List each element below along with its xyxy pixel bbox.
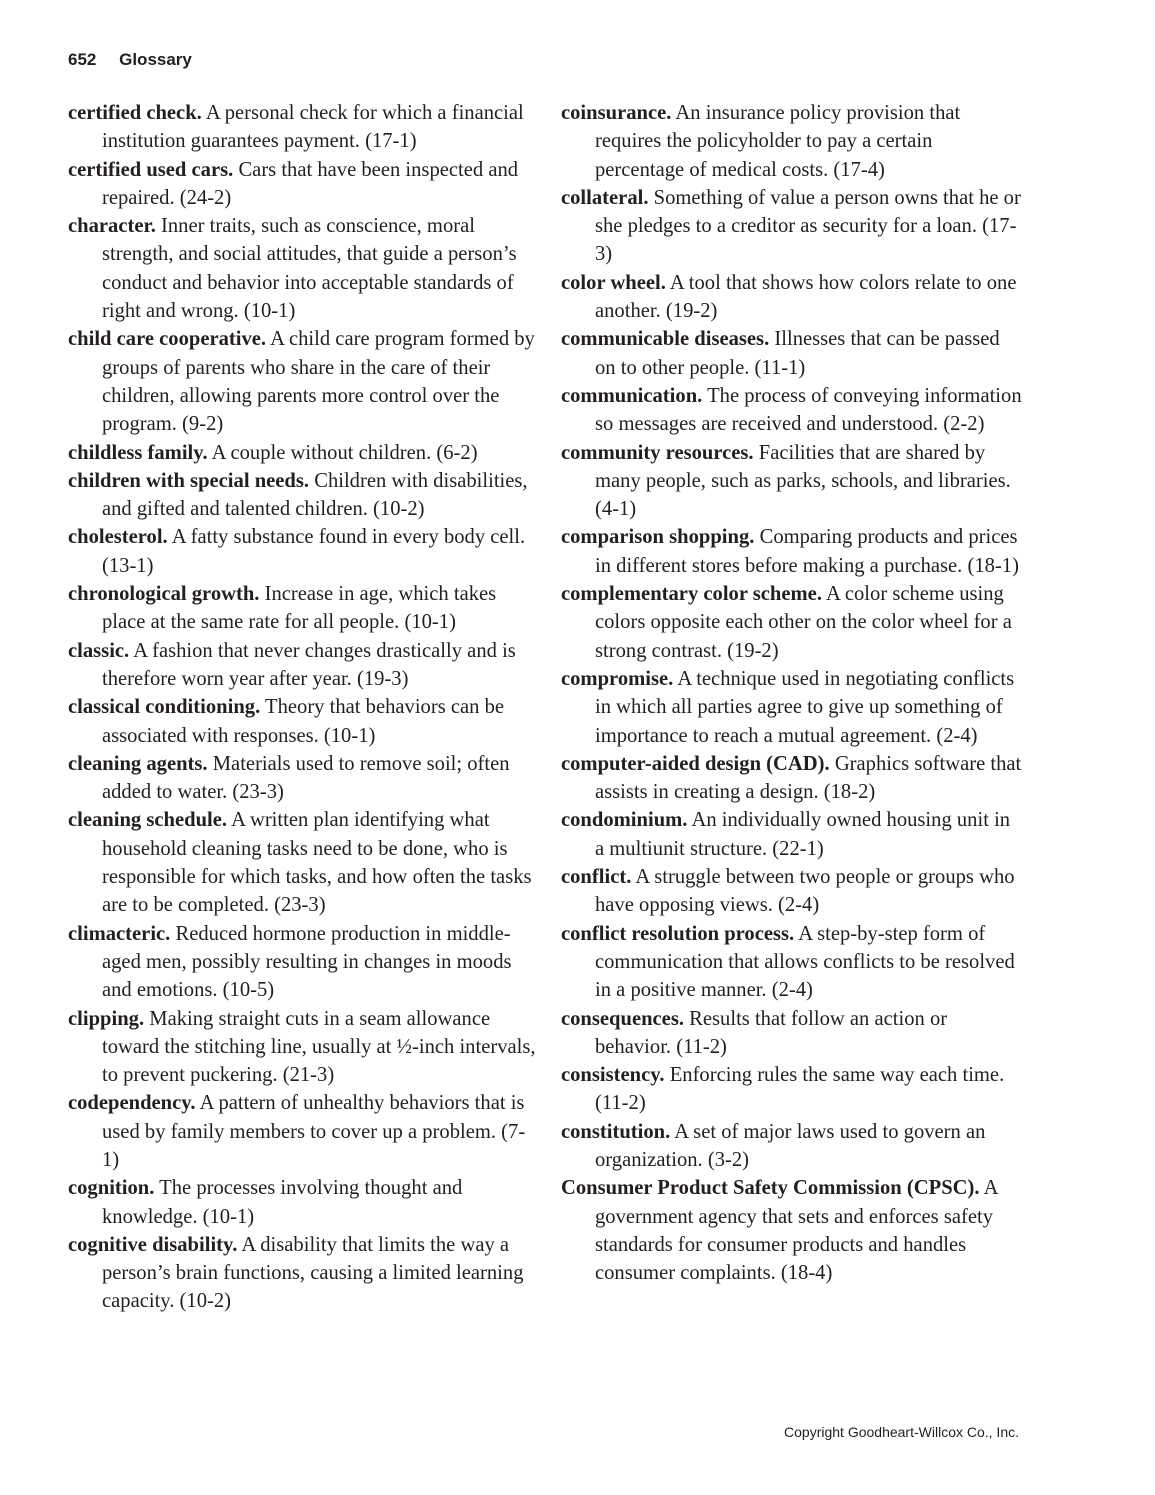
glossary-term: consequences.	[561, 1007, 684, 1030]
glossary-definition: A written plan identifying what household cleaning tasks need to be done, who is responsible for which tasks, and how often the tasks are to be completed. (23-3)	[102, 809, 532, 917]
glossary-definition: An individually owned housing unit in a multiunit structure. (22-1)	[595, 809, 1011, 860]
glossary-entry	[561, 184, 1023, 269]
glossary-entry	[561, 806, 1023, 863]
glossary-term: certified check.	[68, 102, 202, 124]
glossary-definition: Materials used to remove soil; often added to water. (23-3)	[102, 752, 510, 804]
glossary-entry	[68, 212, 536, 325]
glossary-entry	[561, 1061, 1023, 1118]
glossary-definition: A child care program formed by groups of parents who share in the care of their children, allowing parents more control over the program. (9-2)	[102, 328, 535, 436]
glossary-term: climacteric.	[68, 922, 171, 945]
glossary-definition: Inner traits, such as conscience, moral strength, and social attitudes, that guide a person’s conduct and behavior into acceptable standards of right and wrong. (10-1)	[102, 215, 517, 323]
glossary-term: cleaning agents.	[68, 752, 208, 775]
glossary-entry	[561, 665, 1023, 750]
glossary-entry	[561, 750, 1023, 807]
glossary-term: conflict.	[561, 866, 632, 889]
glossary-definition: Comparing products and prices in different stores before making a purchase. (18-1)	[595, 526, 1019, 577]
glossary-entry	[68, 693, 536, 750]
glossary-definition: The process of conveying information so messages are received and understood. (2-2)	[595, 384, 1022, 436]
glossary-definition: Illnesses that can be passed on to other people. (11-1)	[595, 328, 1000, 379]
glossary-definition: A pattern of unhealthy behaviors that is used by family members to cover up a problem. (7-1)	[102, 1092, 526, 1171]
glossary-entry	[68, 325, 536, 438]
glossary-entry	[68, 156, 536, 213]
glossary-entry	[68, 1089, 536, 1174]
glossary-definition: A technique used in negotiating conflicts in which all parties agree to give up something of importance to reach a mutual agreement. (2-4)	[595, 667, 1015, 747]
glossary-term: cognition.	[68, 1177, 155, 1200]
glossary-term: communication.	[561, 384, 703, 407]
glossary-definition: Cars that have been inspected and repaired. (24-2)	[102, 158, 519, 209]
glossary-term: classical conditioning.	[68, 696, 261, 719]
glossary-term: certified used cars.	[68, 158, 234, 181]
glossary-definition: A step-by-step form of communication that allows conflicts to be resolved in a positive manner. (2-4)	[595, 922, 1015, 1002]
glossary-entry	[561, 523, 1023, 580]
glossary-definition: A personal check for which a financial institution guarantees payment. (17-1)	[102, 102, 524, 153]
section-title: Glossary	[119, 50, 192, 69]
glossary-entry	[68, 920, 536, 1005]
glossary-term: classic.	[68, 639, 130, 662]
glossary-term: codependency.	[68, 1092, 196, 1115]
glossary-entry	[68, 439, 536, 467]
glossary-entry	[561, 920, 1023, 1005]
glossary-definition: Enforcing rules the same way each time. (11-2)	[595, 1064, 1005, 1115]
glossary-term: collateral.	[561, 186, 649, 209]
glossary-term: conflict resolution process.	[561, 922, 795, 945]
glossary-definition: Results that follow an action or behavior. (11-2)	[595, 1007, 948, 1058]
glossary-term: Consumer Product Safety Commission (CPSC).	[561, 1177, 980, 1200]
glossary-term: consistency.	[561, 1064, 665, 1087]
glossary-definition: A struggle between two people or groups who have opposing views. (2-4)	[595, 866, 1015, 917]
glossary-definition: The processes involving thought and knowledge. (10-1)	[102, 1177, 463, 1228]
glossary-entry	[68, 1174, 536, 1231]
glossary-entry	[561, 863, 1023, 920]
right-column	[561, 99, 1023, 1287]
page-header	[68, 50, 192, 70]
glossary-term: comparison shopping.	[561, 526, 755, 549]
glossary-entry	[68, 580, 536, 637]
glossary-definition: A disability that limits the way a person’s brain functions, causing a limited learning capacity. (10-2)	[102, 1233, 524, 1313]
glossary-term: cholesterol.	[68, 526, 168, 549]
glossary-definition: Children with disabilities, and gifted and talented children. (10-2)	[102, 469, 528, 521]
glossary-term: communicable diseases.	[561, 328, 770, 351]
glossary-definition: A color scheme using colors opposite each other on the color wheel for a strong contrast. (19-2)	[595, 583, 1012, 662]
glossary-definition: A fashion that never changes drastically and is therefore worn year after year. (19-3)	[102, 639, 516, 690]
glossary-definition: An insurance policy provision that requires the policyholder to pay a certain percentage of medical costs. (17-4)	[595, 102, 961, 181]
glossary-definition: Increase in age, which takes place at the same rate for all people. (10-1)	[102, 583, 497, 634]
glossary-entry	[561, 269, 1023, 326]
glossary-term: computer-aided design (CAD).	[561, 752, 830, 775]
glossary-term: constitution.	[561, 1120, 671, 1143]
glossary-definition: Something of value a person owns that he or she pledges to a creditor as security for a loan. (17-3)	[595, 186, 1021, 266]
glossary-definition: Facilities that are shared by many people, such as parks, schools, and libraries. (4-1)	[595, 441, 1011, 521]
glossary-definition: Graphics software that assists in creating a design. (18-2)	[595, 752, 1022, 804]
glossary-term: condominium.	[561, 809, 688, 832]
glossary-entry	[561, 382, 1023, 439]
glossary-term: community resources.	[561, 441, 754, 464]
glossary-definition: A set of major laws used to govern an organization. (3-2)	[595, 1120, 986, 1171]
glossary-entry	[68, 467, 536, 524]
glossary-term: child care cooperative.	[68, 328, 267, 351]
glossary-entry	[561, 1174, 1023, 1287]
glossary-term: complementary color scheme.	[561, 583, 822, 606]
glossary-definition: Theory that behaviors can be associated with responses. (10-1)	[102, 696, 505, 747]
glossary-entry	[561, 1005, 1023, 1062]
copyright-notice: Copyright Goodheart-Willcox Co., Inc.	[784, 1424, 1019, 1440]
glossary-term: cleaning schedule.	[68, 809, 228, 832]
glossary-term: clipping.	[68, 1007, 145, 1030]
glossary-term: character.	[68, 215, 156, 238]
glossary-entry	[68, 750, 536, 807]
glossary-entry	[561, 439, 1023, 524]
glossary-definition: A government agency that sets and enforces safety standards for consumer products and handles consumer complaints. (18-4)	[595, 1177, 998, 1285]
glossary-entry	[561, 325, 1023, 382]
glossary-entry	[68, 523, 536, 580]
glossary-entry	[68, 99, 536, 156]
glossary-definition: A tool that shows how colors relate to one another. (19-2)	[595, 271, 1017, 323]
glossary-entry	[561, 580, 1023, 665]
glossary-term: childless family.	[68, 441, 208, 464]
glossary-entry	[561, 99, 1023, 184]
glossary-term: children with special needs.	[68, 469, 310, 492]
glossary-entry	[68, 1231, 536, 1316]
glossary-definition: Making straight cuts in a seam allowance toward the stitching line, usually at ½-inch intervals, to prevent puckering. (21-3)	[102, 1007, 536, 1087]
page-number: 652	[68, 50, 97, 69]
glossary-definition: A fatty substance found in every body cell. (13-1)	[102, 526, 526, 577]
glossary-term: compromise.	[561, 667, 674, 690]
glossary-entry	[68, 806, 536, 919]
glossary-entry	[68, 1005, 536, 1090]
glossary-term: coinsurance.	[561, 102, 672, 124]
glossary-entry	[561, 1118, 1023, 1175]
glossary-term: chronological growth.	[68, 583, 260, 606]
glossary-term: cognitive disability.	[68, 1233, 238, 1256]
glossary-definition: A couple without children. (6-2)	[211, 441, 478, 464]
left-column	[68, 99, 536, 1316]
glossary-entry	[68, 637, 536, 694]
glossary-definition: Reduced hormone production in middle-aged men, possibly resulting in changes in moods and emotions. (10-5)	[102, 922, 512, 1002]
glossary-term: color wheel.	[561, 271, 666, 294]
